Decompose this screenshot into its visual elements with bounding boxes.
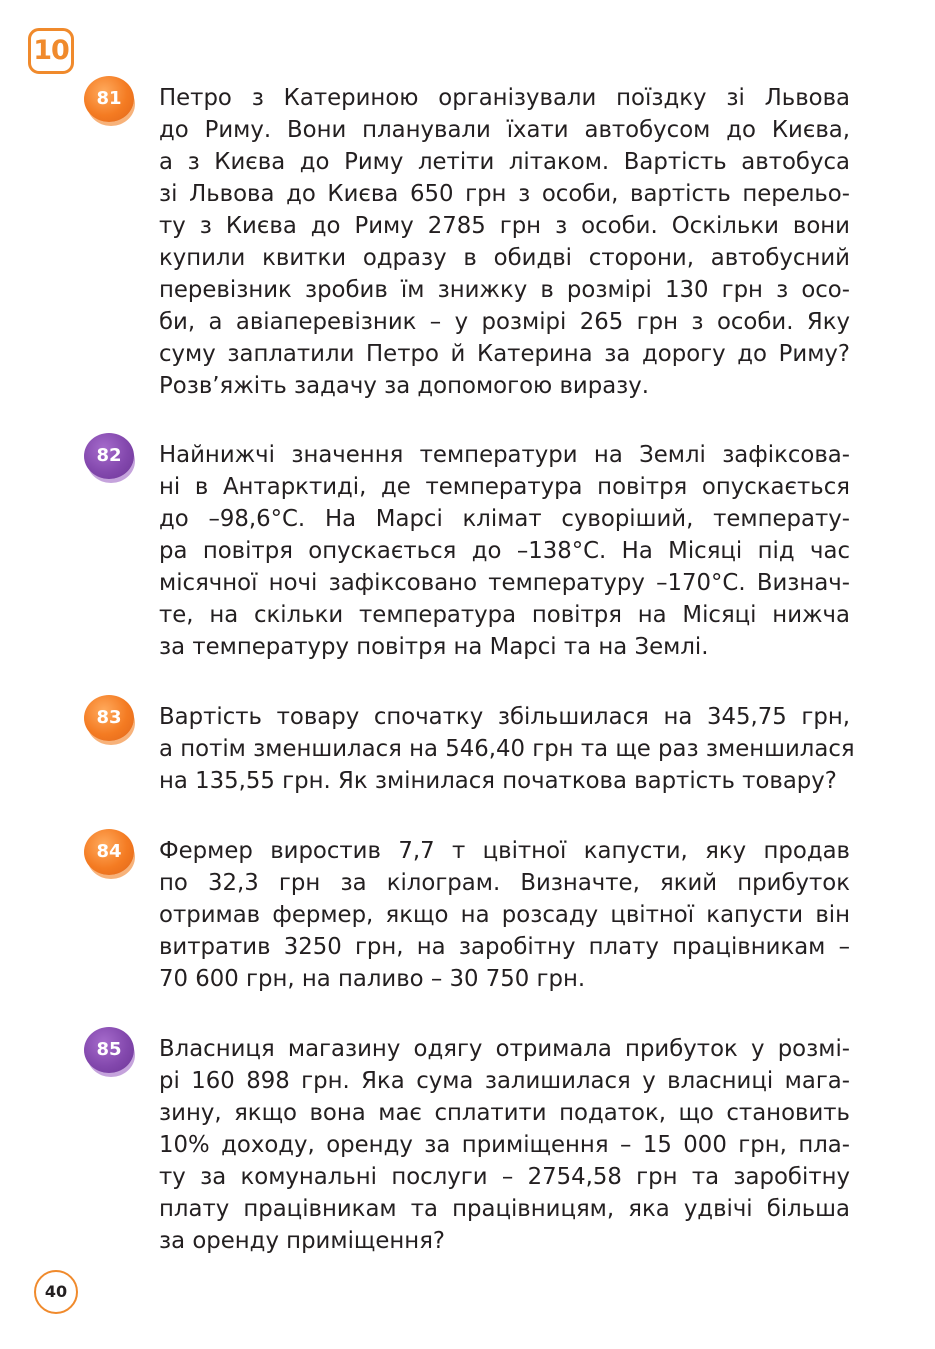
task-line: 70 600 грн, на паливо – 30 750 грн.: [159, 966, 586, 992]
task-line: купили квитки одразу в обидві сторони, автобусний: [159, 245, 850, 271]
page-number: 40: [34, 1270, 78, 1314]
task-number-badge: 85: [84, 1027, 134, 1073]
task-line: перевізник зробив їм знижку в розмірі 130 грн з осо-: [159, 277, 850, 303]
task-line: ту з Києва до Риму 2785 грн з особи. Оскільки вони: [159, 213, 850, 239]
task-line: Фермер виростив 7,7 т цвітної капусти, яку продав: [159, 838, 850, 864]
task-line: а з Києва до Риму летіти літаком. Вартість автобуса: [159, 149, 850, 175]
task-line: зі Львова до Києва 650 грн з особи, вартість перельо-: [159, 181, 850, 207]
task-text: [159, 701, 855, 797]
task-line: рі 160 898 грн. Яка сума залишилася у власниці мага-: [159, 1068, 850, 1094]
task-line: за оренду приміщення?: [159, 1228, 446, 1254]
task-line: Петро з Катериною організували поїздку зі Львова: [159, 85, 850, 111]
task-line: Власниця магазину одягу отримала прибуток у розмі-: [159, 1036, 850, 1062]
task-line: витратив 3250 грн, на заробітну плату працівникам –: [159, 934, 850, 960]
task-line: місячної ночі зафіксовано температуру –170°С. Визнач-: [159, 570, 850, 596]
task-line: суму заплатили Петро й Катерина за дорогу до Риму?: [159, 341, 850, 367]
task-text: [159, 82, 850, 402]
task-text: [159, 1033, 850, 1257]
task-line: а потім зменшилася на 546,40 грн та ще раз зменшилася: [159, 736, 855, 762]
task-line: Розв’яжіть задачу за допомогою виразу.: [159, 373, 650, 399]
task-line: ні в Антарктиді, де температура повітря опускається: [159, 474, 850, 500]
task-line: ту за комунальні послуги – 2754,58 грн та заробітну: [159, 1164, 850, 1190]
task-line: по 32,3 грн за кілограм. Визначте, який прибуток: [159, 870, 850, 896]
task-text: [159, 439, 850, 663]
task-number-badge: 84: [84, 829, 134, 875]
task-number-badge: 83: [84, 695, 134, 741]
task-line: би, а авіаперевізник – у розмірі 265 грн з особи. Яку: [159, 309, 850, 335]
task-line: плату працівникам та працівницям, яка удвічі більша: [159, 1196, 850, 1222]
task-line: до Риму. Вони планували їхати автобусом до Києва,: [159, 117, 850, 143]
task-line: до –98,6°С. На Марсі клімат суворіший, температу-: [159, 506, 850, 532]
task-line: Вартість товару спочатку збільшилася на 345,75 грн,: [159, 704, 850, 730]
task-line: за температуру повітря на Марсі та на Землі.: [159, 634, 709, 660]
task-line: те, на скільки температура повітря на Місяці нижча: [159, 602, 850, 628]
task-number-badge: 81: [84, 76, 134, 122]
task-text: [159, 835, 850, 995]
task-line: 10% доходу, оренду за приміщення – 15 000 грн, пла-: [159, 1132, 850, 1158]
task-line: зину, якщо вона має сплатити податок, що становить: [159, 1100, 850, 1126]
task-line: на 135,55 грн. Як змінилася початкова вартість товару?: [159, 768, 837, 794]
task-line: ра повітря опускається до –138°С. На Місяці під час: [159, 538, 850, 564]
section-number-badge: 10: [28, 28, 74, 74]
task-line: отримав фермер, якщо на розсаду цвітної капусти він: [159, 902, 850, 928]
task-number-badge: 82: [84, 433, 134, 479]
task-line: Найнижчі значення температури на Землі зафіксова-: [159, 442, 850, 468]
